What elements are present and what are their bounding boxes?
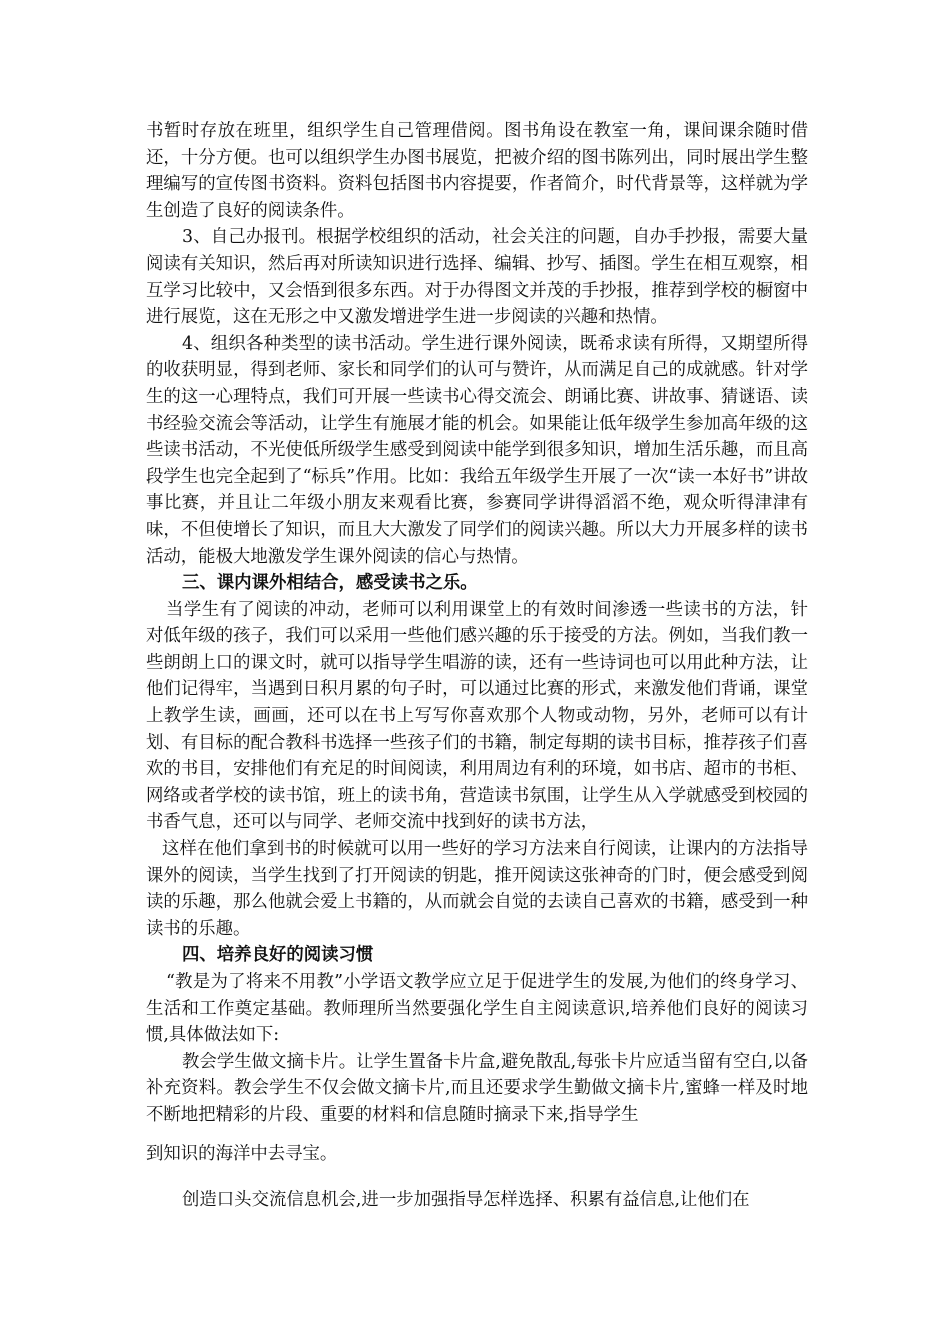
paragraph-reading-fun: 这样在他们拿到书的时候就可以用一些好的学习方法来自行阅读，让课内的方法指导课外的阅读，当学生找到了打开阅读的钥匙，推开阅读这张神奇的门时，便会感受到阅读的乐趣，那么他就会爱上书籍的，从而就会自觉的去读自己喜欢的书籍，感受到一种读书的乐趣。 [146,839,808,939]
paragraph-oral-exchange: 创造口头交流信息机会,进一步加强指导怎样选择、积累有益信息,让他们在 [182,1190,750,1211]
paragraph-reading-activities: 4、组织各种类型的读书活动。学生进行课外阅读，既希求读有所得，又期望所得的收获明显，得到老师、家长和同学们的认可与赞许，从而满足自己的成就感。针对学生的这一心理特点，我们可开展一些读书心得交流会、朗诵比赛、讲故事、猜谜语、读书经验交流会等活动，让学生有施展才能的机会。如果能让低年级学生参加高年级的这些读书活动，不光使低所级学生感受到阅读中能学到很多知识，增加生活乐趣，而且高段学生也完全起到了“标兵”作用。比如：我给五年级学生开展了一次“读一本好书”讲故事比赛，并且让二年级小朋友来观看比赛，参赛同学讲得滔滔不绝，观众听得津津有味，不但使增长了知识，而且大大激发了同学们的阅读兴趣。所以大力开展多样的读书活动，能极大地激发学生课外阅读的信心与热情。 [146,333,808,567]
section-heading-four: 四、培养良好的阅读习惯 [182,945,374,966]
paragraph-in-class: 当学生有了阅读的冲动，老师可以利用课堂上的有效时间渗透一些读书的方法，针对低年级的孩子，我们可以采用一些他们感兴趣的乐于接受的方法。例如，当我们教一些朗朗上口的课文时，就可以指导学生唱游的读，还有一些诗词也可以用此种方法，让他们记得牢，当遇到日积月累的句子时，可以通过比赛的形式，来激发他们背诵，课堂上教学生读，画画，还可以在书上写写你喜欢那个人物或动物，另外，老师可以有计划、有目标的配合教科书选择一些孩子们的书籍，制定每期的读书目标，推荐孩子们喜欢的书目，安排他们有充足的时间阅读，利用周边有利的环境，如书店、超市的书柜、网络或者学校的读书馆，班上的读书角，营造读书氛围，让学生从入学就感受到校园的书香气息，还可以与同学、老师交流中找到好的读书方法， [146,599,808,833]
paragraph-book-corner: 书暂时存放在班里，组织学生自己管理借阅。图书角设在教室一角，课间课余随时借还，十分方便。也可以组织学生办图书展览，把被介绍的图书陈列出，同时展出学生整理编写的宣传图书资料。资料包括图书内容提要，作者简介，时代背景等，这样就为学生创造了良好的阅读条件。 [146,121,808,221]
paragraph-note-cards: 教会学生做文摘卡片。让学生置备卡片盒,避免散乱,每张卡片应适当留有空白,以备补充资料。教会学生不仅会做文摘卡片,而且还要求学生勤做文摘卡片,蜜蜂一样及时地不断地把精彩的片段、重要的材料和信息随时摘录下来,指导学生 [146,1051,808,1125]
document-page [146,118,808,1214]
paragraph-habits-intro: “教是为了将来不用教”小学语文教学应立足于促进学生的发展,为他们的终身学习、生活和工作奠定基础。教师理所当然要强化学生自主阅读意识,培养他们良好的阅读习惯,具体做法如下: [146,972,808,1046]
paragraph-newspaper: 3、自己办报刊。根据学校组织的活动，社会关注的问题，自办手抄报，需要大量阅读有关知识，然后再对所读知识进行选择、编辑、抄写、插图。学生在相互观察，相互学习比较中，又会悟到很多东西。对于办得图文并茂的手抄报，推荐到学校的橱窗中进行展览，这在无形之中又激发增进学生进一步阅读的兴趣和热情。 [146,227,808,328]
section-heading-three: 三、课内课外相结合，感受读书之乐。 [182,573,478,594]
paragraph-note-cards-end: 到知识的海洋中去寻宝。 [146,1143,338,1164]
